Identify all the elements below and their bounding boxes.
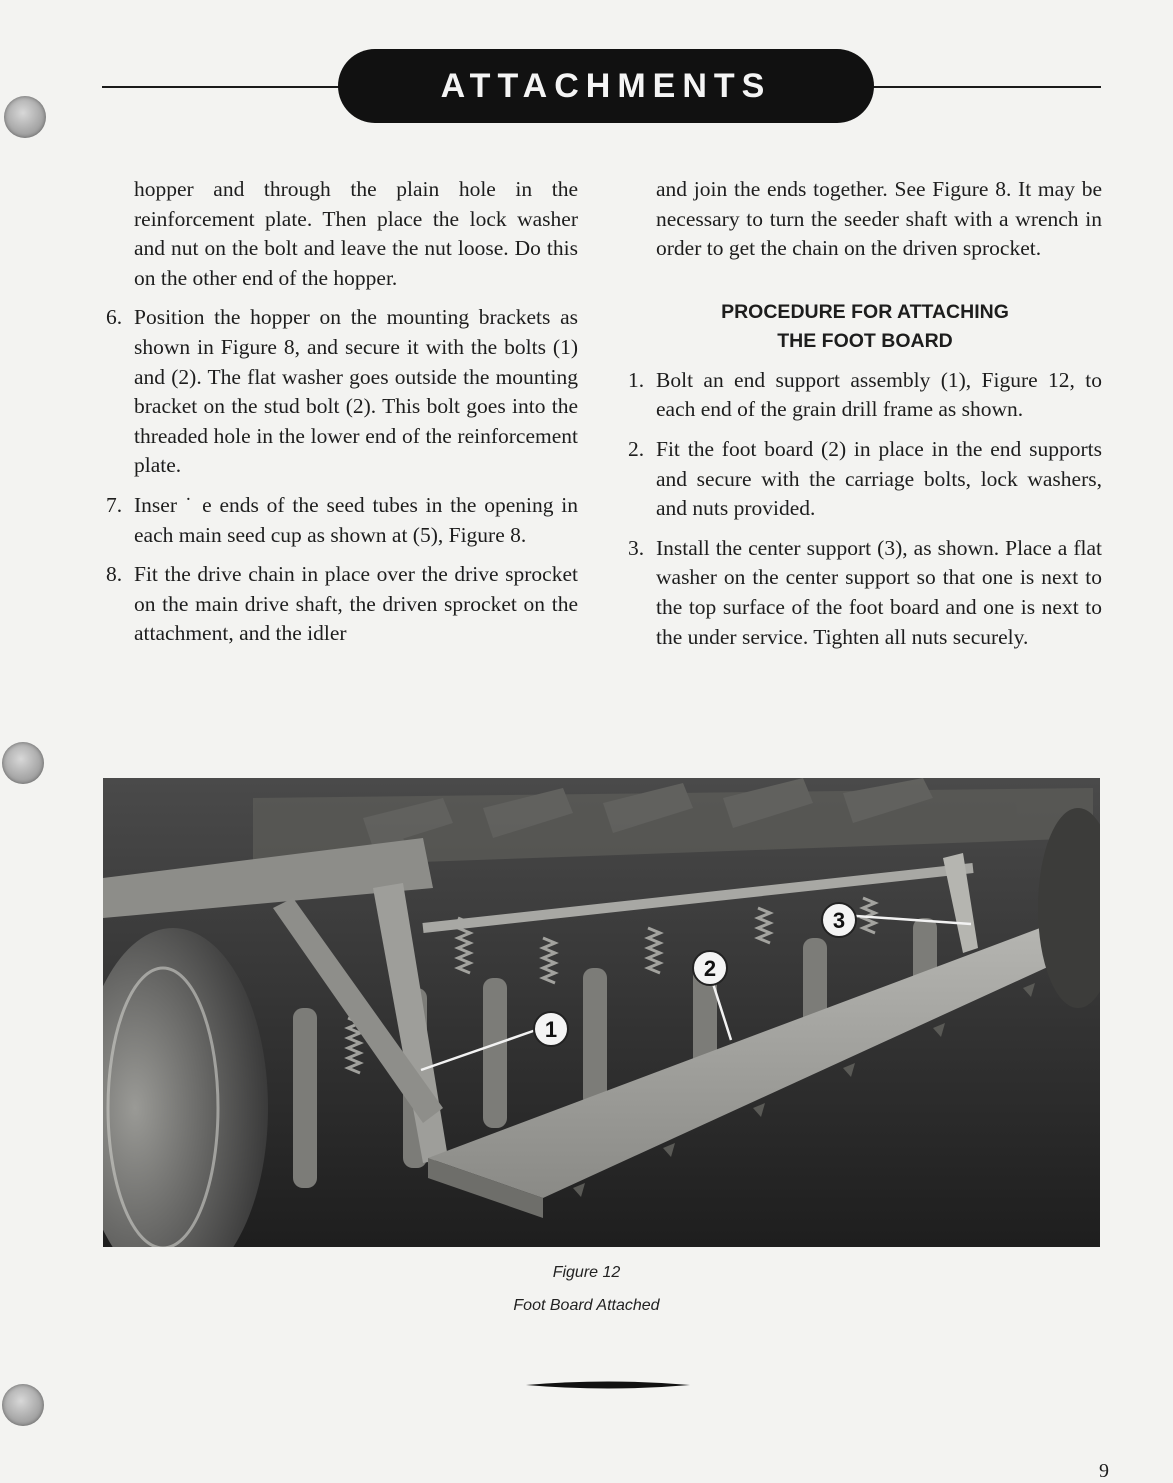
list-item xyxy=(628,534,1102,652)
left-intro-paragraph: hopper and through the plain hole in the reinforcement plate. Then place the lock washer and nut on the bolt and leave the nut loose. Do this on the other end of the hopper. xyxy=(134,177,578,290)
procedure-heading-line2: THE FOOT BOARD xyxy=(777,329,953,352)
page-number: 9 xyxy=(1099,1460,1109,1482)
right-column xyxy=(628,175,1102,652)
list-item-number: 7. xyxy=(106,492,123,517)
svg-text:1: 1 xyxy=(544,1017,558,1042)
punch-hole-middle xyxy=(2,742,44,784)
list-item xyxy=(106,303,578,481)
end-ornament xyxy=(526,1380,690,1390)
list-item xyxy=(628,435,1102,524)
header-rule-left xyxy=(102,86,342,88)
list-item-number: 1. xyxy=(628,367,645,392)
callout-1 xyxy=(534,1012,568,1046)
section-banner xyxy=(338,49,874,123)
header-rule-right xyxy=(870,86,1101,88)
procedure-heading-line1: PROCEDURE FOR ATTACHING xyxy=(721,300,1009,323)
right-intro-paragraph: and join the ends together. See Figure 8. It may be necessary to turn the seeder shaft with a wrench in order to get the chain on the driven sprocket. xyxy=(656,177,1102,261)
foot-board-illustration xyxy=(103,778,1100,1247)
list-item xyxy=(628,366,1102,425)
figure-caption-number: Figure 12 xyxy=(552,1264,621,1281)
callout-2 xyxy=(693,951,727,985)
svg-text:3: 3 xyxy=(832,908,846,933)
punch-hole-top xyxy=(4,96,46,138)
list-item-text: Bolt an end support assembly (1), Figure 12, to each end of the grain drill frame as shown. xyxy=(656,367,1102,422)
list-item-text: Install the center support (3), as shown. Place a flat washer on the center support so that one is next to the top surface of the foot board and one is next to the under service. Tighten all nuts securely. xyxy=(656,535,1102,649)
procedure-heading xyxy=(628,298,1102,356)
list-item xyxy=(106,560,578,649)
left-column xyxy=(106,175,578,649)
list-item-number: 8. xyxy=(106,562,123,587)
list-item-number: 2. xyxy=(628,436,645,461)
figure-photo xyxy=(103,778,1100,1247)
list-item-number: 6. xyxy=(106,305,123,330)
svg-text:2: 2 xyxy=(703,956,717,981)
list-item-text: Position the hopper on the mounting brackets as shown in Figure 8, and secure it with the bolts (1) and (2). The flat washer goes outside the mounting bracket on the stud bolt (2). This bolt goes into the threaded hole in the lower end of the reinforcement plate. xyxy=(134,305,578,478)
list-item-text: Inser ˙ e ends of the seed tubes in the opening in each main seed cup as shown at (5), Figure 8. xyxy=(134,492,578,547)
section-title: ATTACHMENTS xyxy=(440,66,772,105)
figure-caption-title: Foot Board Attached xyxy=(513,1297,660,1314)
list-item-text: Fit the foot board (2) in place in the end supports and secure with the carriage bolts, lock washers, and nuts provided. xyxy=(656,436,1102,521)
list-item-number: 3. xyxy=(628,535,645,560)
list-item-text: Fit the drive chain in place over the drive sprocket on the main drive shaft, the driven sprocket on the attachment, and the idler xyxy=(134,562,578,646)
list-item xyxy=(106,491,578,550)
callout-3 xyxy=(822,903,856,937)
punch-hole-bottom xyxy=(2,1384,44,1426)
